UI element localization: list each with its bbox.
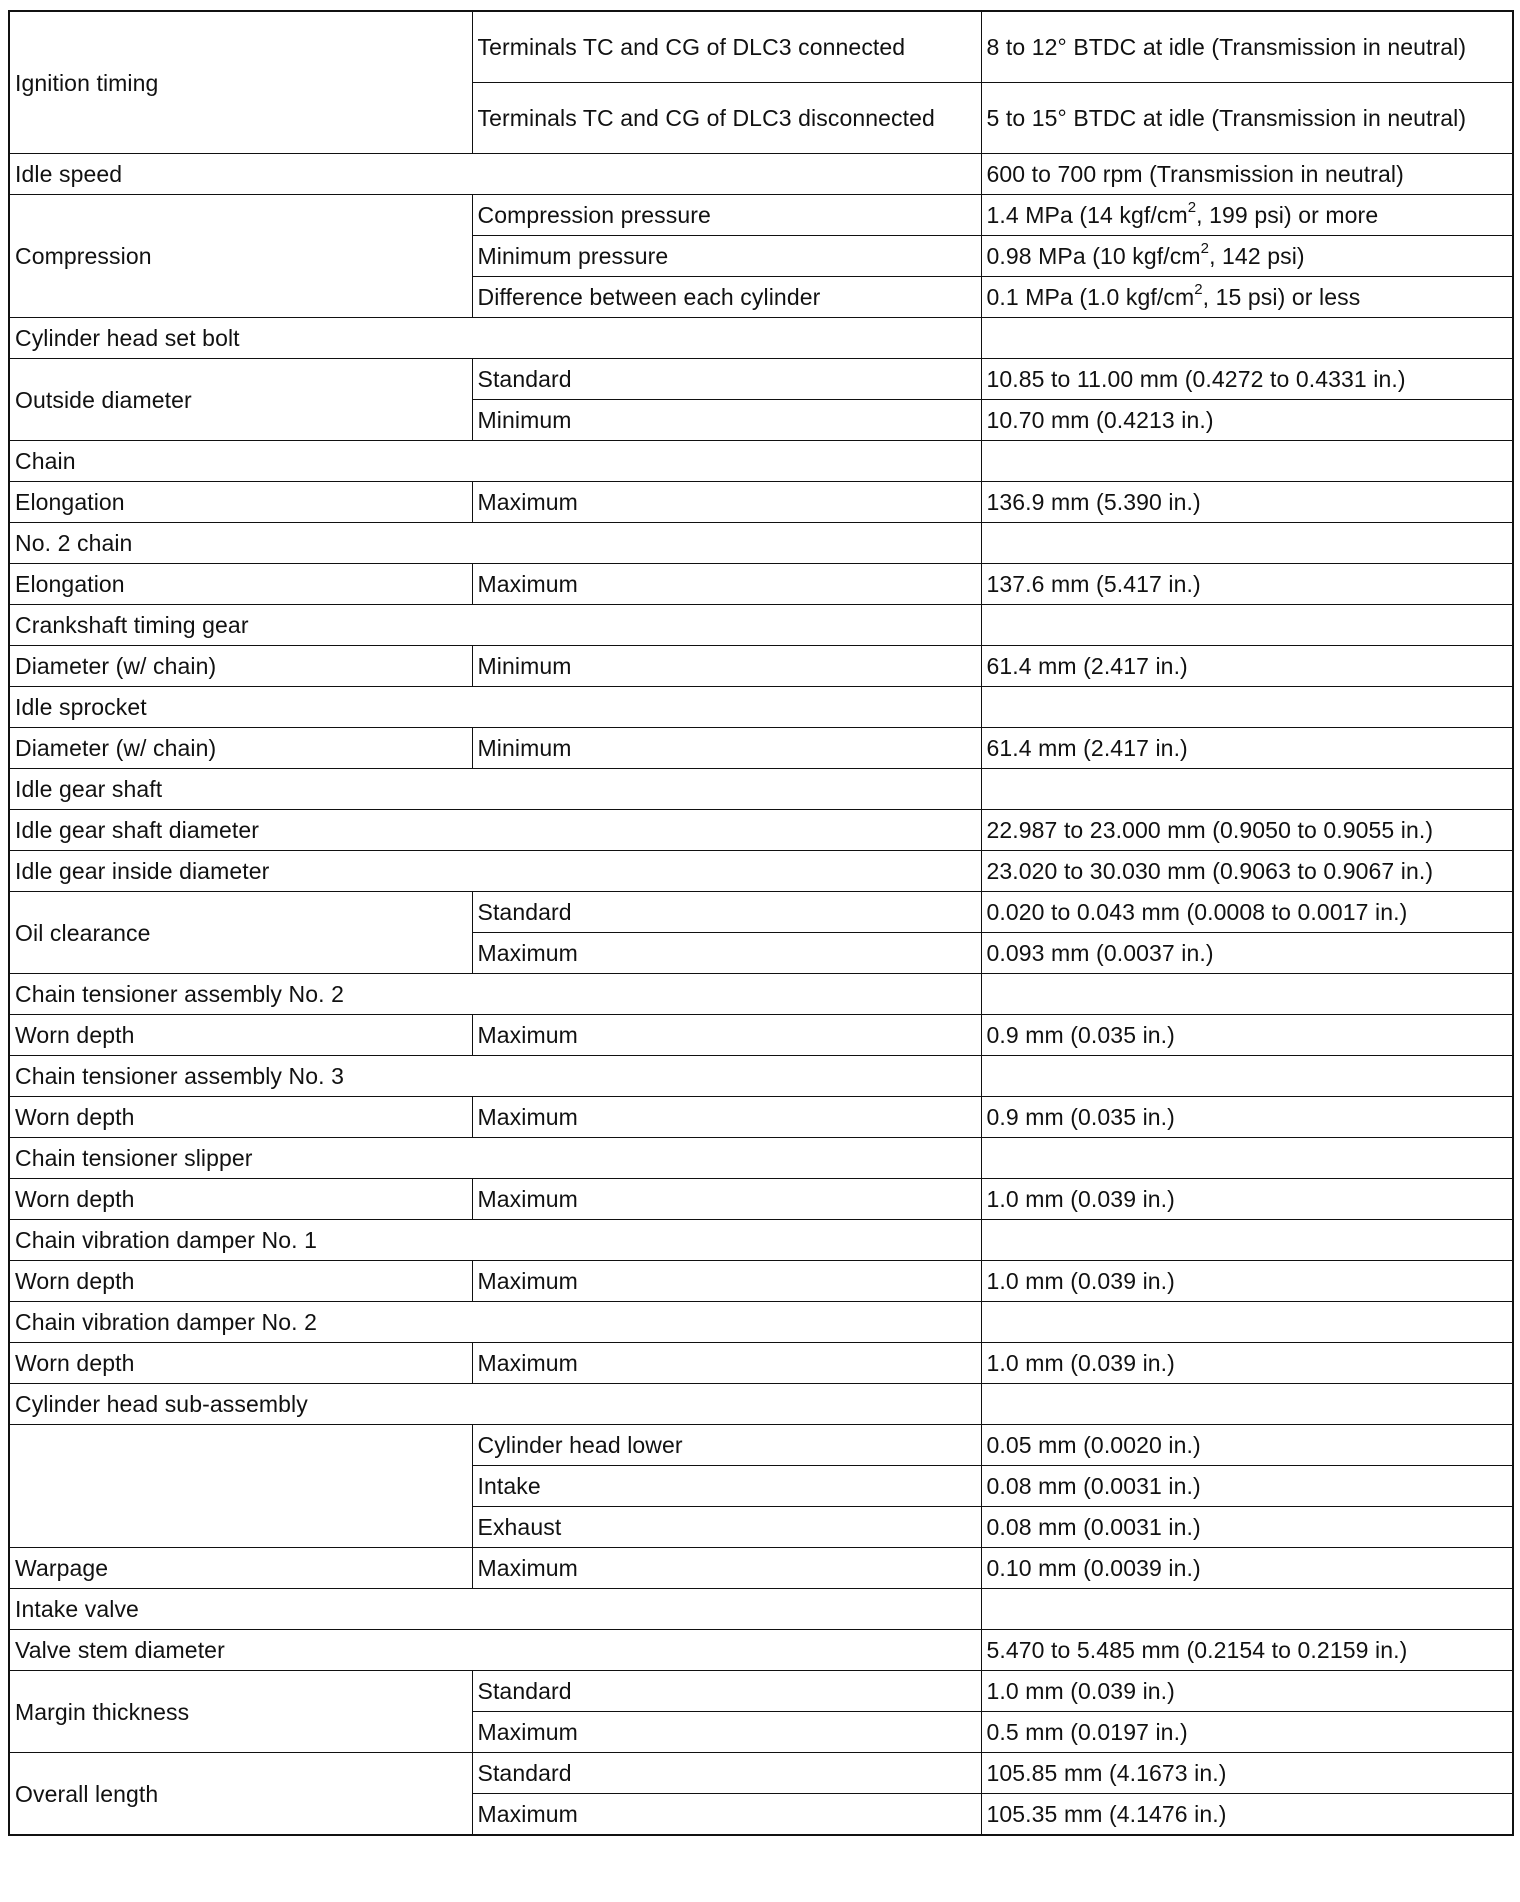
specification-table: [8, 10, 1514, 1836]
table-row: [9, 1548, 1513, 1589]
specification-cell: 1.0 mm (0.039 in.): [981, 1261, 1513, 1302]
specification-cell: 23.020 to 30.030 mm (0.9063 to 0.9067 in.): [981, 851, 1513, 892]
table-row: [9, 1179, 1513, 1220]
table-row: [9, 11, 1513, 83]
table-row: [9, 359, 1513, 400]
specification-cell: [981, 974, 1513, 1015]
specification-cell: [981, 1302, 1513, 1343]
specification-cell: 0.10 mm (0.0039 in.): [981, 1548, 1513, 1589]
table-row: [9, 1630, 1513, 1671]
table-row: [9, 1753, 1513, 1794]
item-cell: Chain vibration damper No. 1: [9, 1220, 981, 1261]
item-cell: Worn depth: [9, 1015, 472, 1056]
specification-cell: 22.987 to 23.000 mm (0.9050 to 0.9055 in.): [981, 810, 1513, 851]
condition-cell: Minimum: [472, 400, 981, 441]
specification-cell: 0.1 MPa (1.0 kgf/$cm^2$, 15 psi) or less: [981, 277, 1513, 318]
specification-cell: 5.470 to 5.485 mm (0.2154 to 0.2159 in.): [981, 1630, 1513, 1671]
table-row: [9, 195, 1513, 236]
item-cell: Worn depth: [9, 1261, 472, 1302]
specification-cell: 136.9 mm (5.390 in.): [981, 482, 1513, 523]
condition-cell: Difference between each cylinder: [472, 277, 981, 318]
condition-cell: Minimum pressure: [472, 236, 981, 277]
table-row: [9, 482, 1513, 523]
specification-cell: [981, 769, 1513, 810]
item-cell: Overall length: [9, 1753, 472, 1836]
condition-cell: Maximum: [472, 1261, 981, 1302]
specification-cell: 1.0 mm (0.039 in.): [981, 1179, 1513, 1220]
specification-cell: 10.85 to 11.00 mm (0.4272 to 0.4331 in.): [981, 359, 1513, 400]
item-cell: Elongation: [9, 564, 472, 605]
specification-cell: [981, 1384, 1513, 1425]
item-cell: Ignition timing: [9, 11, 472, 154]
item-cell: Margin thickness: [9, 1671, 472, 1753]
specification-cell: 1.0 mm (0.039 in.): [981, 1343, 1513, 1384]
specification-cell: 10.70 mm (0.4213 in.): [981, 400, 1513, 441]
specification-cell: 0.08 mm (0.0031 in.): [981, 1507, 1513, 1548]
condition-cell: Minimum: [472, 728, 981, 769]
specification-cell: 0.020 to 0.043 mm (0.0008 to 0.0017 in.): [981, 892, 1513, 933]
condition-cell: Compression pressure: [472, 195, 981, 236]
specification-cell: 600 to 700 rpm (Transmission in neutral): [981, 154, 1513, 195]
table-row: [9, 318, 1513, 359]
specification-cell: 0.05 mm (0.0020 in.): [981, 1425, 1513, 1466]
condition-cell: Exhaust: [472, 1507, 981, 1548]
table-row: [9, 1425, 1513, 1466]
table-row: [9, 687, 1513, 728]
table-row: [9, 1015, 1513, 1056]
item-cell: Chain: [9, 441, 981, 482]
specification-cell: 61.4 mm (2.417 in.): [981, 646, 1513, 687]
specification-cell: 0.9 mm (0.035 in.): [981, 1097, 1513, 1138]
item-cell: Oil clearance: [9, 892, 472, 974]
item-cell: Idle gear inside diameter: [9, 851, 981, 892]
table-row: [9, 851, 1513, 892]
specification-cell: [981, 605, 1513, 646]
specification-cell: 137.6 mm (5.417 in.): [981, 564, 1513, 605]
condition-cell: Maximum: [472, 1015, 981, 1056]
table-row: [9, 564, 1513, 605]
table-row: [9, 605, 1513, 646]
specification-cell: 8 to 12° BTDC at idle (Transmission in neutral): [981, 11, 1513, 83]
item-cell: Chain tensioner assembly No. 3: [9, 1056, 981, 1097]
condition-cell: Standard: [472, 1671, 981, 1712]
table-row: [9, 1056, 1513, 1097]
table-row: [9, 1384, 1513, 1425]
specification-cell: [981, 1589, 1513, 1630]
specification-cell: [981, 441, 1513, 482]
condition-cell: Intake: [472, 1466, 981, 1507]
item-cell: Worn depth: [9, 1097, 472, 1138]
item-cell: Compression: [9, 195, 472, 318]
condition-cell: Maximum: [472, 1097, 981, 1138]
condition-cell: Terminals TC and CG of DLC3 connected: [472, 11, 981, 83]
item-cell: Chain tensioner slipper: [9, 1138, 981, 1179]
condition-cell: Maximum: [472, 1794, 981, 1836]
item-cell: Cylinder head set bolt: [9, 318, 981, 359]
condition-cell: Maximum: [472, 1343, 981, 1384]
condition-cell: Maximum: [472, 933, 981, 974]
item-cell: Idle sprocket: [9, 687, 981, 728]
table-row: [9, 810, 1513, 851]
specification-cell: [981, 1138, 1513, 1179]
specification-cell: 0.08 mm (0.0031 in.): [981, 1466, 1513, 1507]
specification-cell: 0.98 MPa (10 kgf/$cm^2$, 142 psi): [981, 236, 1513, 277]
item-cell: Intake valve: [9, 1589, 981, 1630]
table-row: [9, 523, 1513, 564]
specification-cell: [981, 687, 1513, 728]
condition-cell: Standard: [472, 892, 981, 933]
specification-cell: 105.85 mm (4.1673 in.): [981, 1753, 1513, 1794]
specification-cell: 105.35 mm (4.1476 in.): [981, 1794, 1513, 1836]
item-cell: Worn depth: [9, 1343, 472, 1384]
condition-cell: Terminals TC and CG of DLC3 disconnected: [472, 83, 981, 154]
table-row: [9, 646, 1513, 687]
condition-cell: Maximum: [472, 1179, 981, 1220]
specification-cell: 1.0 mm (0.039 in.): [981, 1671, 1513, 1712]
item-cell: Diameter (w/ chain): [9, 728, 472, 769]
specification-cell: 5 to 15° BTDC at idle (Transmission in neutral): [981, 83, 1513, 154]
specification-cell: 0.5 mm (0.0197 in.): [981, 1712, 1513, 1753]
item-cell: Idle gear shaft diameter: [9, 810, 981, 851]
item-cell: Chain vibration damper No. 2: [9, 1302, 981, 1343]
specification-cell: 0.9 mm (0.035 in.): [981, 1015, 1513, 1056]
condition-cell: Maximum: [472, 1712, 981, 1753]
item-cell: Diameter (w/ chain): [9, 646, 472, 687]
table-row: [9, 441, 1513, 482]
item-cell: [9, 1425, 472, 1548]
condition-cell: Maximum: [472, 482, 981, 523]
table-row: [9, 1671, 1513, 1712]
table-row: [9, 728, 1513, 769]
item-cell: Valve stem diameter: [9, 1630, 981, 1671]
specification-cell: [981, 523, 1513, 564]
condition-cell: Standard: [472, 1753, 981, 1794]
table-row: [9, 1138, 1513, 1179]
table-row: [9, 154, 1513, 195]
item-cell: Idle speed: [9, 154, 981, 195]
item-cell: Worn depth: [9, 1179, 472, 1220]
specification-cell: [981, 1220, 1513, 1261]
item-cell: Crankshaft timing gear: [9, 605, 981, 646]
condition-cell: Standard: [472, 359, 981, 400]
table-row: [9, 1261, 1513, 1302]
condition-cell: Minimum: [472, 646, 981, 687]
specification-table-body: [9, 11, 1513, 1835]
table-row: [9, 1302, 1513, 1343]
specification-cell: 61.4 mm (2.417 in.): [981, 728, 1513, 769]
item-cell: Outside diameter: [9, 359, 472, 441]
item-cell: Idle gear shaft: [9, 769, 981, 810]
table-row: [9, 1343, 1513, 1384]
specification-cell: 1.4 MPa (14 kgf/$cm^2$, 199 psi) or more: [981, 195, 1513, 236]
condition-cell: Maximum: [472, 564, 981, 605]
item-cell: No. 2 chain: [9, 523, 981, 564]
item-cell: Chain tensioner assembly No. 2: [9, 974, 981, 1015]
item-cell: Warpage: [9, 1548, 472, 1589]
specification-cell: [981, 318, 1513, 359]
table-row: [9, 1220, 1513, 1261]
item-cell: Elongation: [9, 482, 472, 523]
table-row: [9, 892, 1513, 933]
condition-cell: Maximum: [472, 1548, 981, 1589]
item-cell: Cylinder head sub-assembly: [9, 1384, 981, 1425]
table-row: [9, 1589, 1513, 1630]
specification-cell: 0.093 mm (0.0037 in.): [981, 933, 1513, 974]
specification-cell: [981, 1056, 1513, 1097]
spec-sheet: [8, 10, 1512, 1836]
table-row: [9, 769, 1513, 810]
condition-cell: Cylinder head lower: [472, 1425, 981, 1466]
table-row: [9, 974, 1513, 1015]
table-row: [9, 1097, 1513, 1138]
